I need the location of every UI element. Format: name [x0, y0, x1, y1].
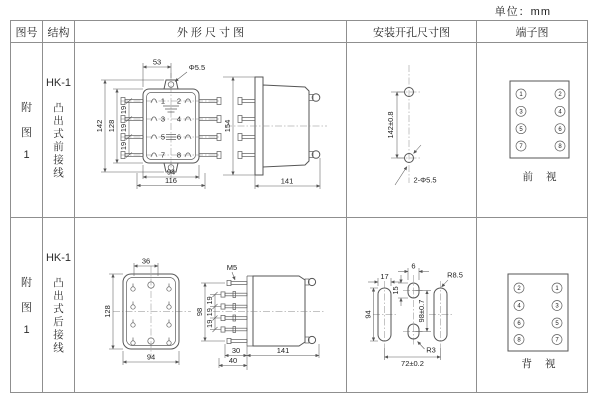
svg-text:4: 4	[176, 114, 182, 124]
mounting-cell-row2	[347, 218, 477, 392]
terminal-diagram-rear	[477, 218, 587, 392]
svg-text:19: 19	[205, 308, 214, 317]
svg-text:19: 19	[119, 105, 128, 115]
svg-text:8: 8	[176, 150, 182, 160]
svg-text:154: 154	[223, 119, 232, 133]
terminal-diagram-front	[477, 43, 587, 217]
svg-text:6: 6	[558, 126, 562, 133]
svg-text:142±0.8: 142±0.8	[386, 111, 395, 139]
svg-text:2: 2	[517, 286, 521, 293]
outline-drawing-front-wiring	[75, 43, 346, 217]
structure-label: 凸 出 式 后 接 线	[53, 277, 64, 354]
terminal-block	[508, 274, 568, 370]
svg-text:7: 7	[555, 337, 559, 344]
svg-text:19: 19	[205, 296, 214, 305]
fig-no-row1: 附 图 1	[11, 43, 43, 218]
svg-text:30: 30	[231, 346, 241, 355]
mounting-drawing-front-wiring	[347, 43, 476, 217]
svg-text:1: 1	[160, 96, 166, 106]
structure-row1	[43, 43, 75, 218]
fig-no-row2: 附 图 1	[11, 218, 43, 392]
svg-text:7: 7	[519, 144, 523, 151]
svg-text:128: 128	[107, 119, 116, 133]
svg-text:Φ5.5: Φ5.5	[188, 63, 206, 72]
relay-rear-view	[103, 257, 191, 366]
svg-text:6: 6	[517, 321, 521, 328]
svg-text:98: 98	[195, 307, 204, 317]
svg-text:19: 19	[205, 319, 214, 328]
svg-text:1: 1	[519, 92, 523, 99]
svg-text:94: 94	[363, 310, 373, 319]
mounting-drawing-rear-wiring	[347, 218, 476, 392]
relay-side-view	[223, 77, 327, 189]
header-terminal: 端子图	[477, 21, 587, 43]
svg-text:40: 40	[228, 356, 238, 365]
svg-text:R3: R3	[426, 345, 436, 355]
svg-text:5: 5	[160, 132, 166, 142]
svg-text:1: 1	[555, 286, 559, 293]
svg-text:72±0.2: 72±0.2	[401, 359, 424, 368]
view-caption: 前 视	[522, 171, 562, 183]
terminal-block	[510, 81, 569, 183]
svg-text:17: 17	[380, 272, 389, 281]
svg-text:36: 36	[141, 256, 151, 266]
svg-text:7: 7	[160, 150, 166, 160]
svg-text:3: 3	[160, 114, 166, 124]
svg-text:19: 19	[119, 123, 128, 133]
svg-text:141: 141	[276, 346, 290, 355]
relay-rear-side-view	[195, 263, 325, 370]
outline-cell-row1	[75, 43, 347, 218]
svg-text:5: 5	[555, 321, 559, 328]
mounting-slots	[364, 262, 463, 369]
outline-cell-row2	[75, 218, 347, 392]
svg-text:19: 19	[119, 141, 128, 151]
svg-text:94: 94	[146, 352, 156, 362]
svg-text:4: 4	[558, 109, 562, 116]
svg-text:6: 6	[411, 261, 416, 271]
header-structure: 结构	[43, 21, 75, 43]
svg-text:94: 94	[166, 167, 176, 177]
svg-text:3: 3	[519, 109, 523, 116]
mounting-holes	[386, 65, 437, 185]
terminal-cell-row1	[477, 43, 587, 218]
svg-text:98±0.7: 98±0.7	[417, 299, 426, 323]
model-label: HK-1	[45, 77, 72, 89]
terminal-cell-row2	[477, 218, 587, 392]
header-mounting: 安装开孔尺寸图	[347, 21, 477, 43]
svg-text:53: 53	[152, 57, 162, 67]
model-label: HK-1	[45, 252, 72, 264]
svg-text:141: 141	[280, 176, 294, 186]
svg-text:116: 116	[165, 176, 177, 185]
svg-text:3: 3	[555, 303, 559, 310]
header-outline: 外 形 尺 寸 图	[75, 21, 347, 43]
svg-text:8: 8	[558, 144, 562, 151]
svg-text:128: 128	[103, 305, 112, 318]
svg-text:8: 8	[517, 337, 521, 344]
svg-text:2: 2	[558, 92, 562, 99]
svg-text:M5: M5	[226, 263, 238, 272]
structure-row2	[43, 218, 75, 392]
header-fig-no: 图号	[11, 21, 43, 43]
svg-text:5: 5	[519, 126, 523, 133]
svg-text:142: 142	[95, 119, 104, 133]
svg-text:2-Φ5.5: 2-Φ5.5	[413, 175, 437, 185]
svg-text:4: 4	[517, 303, 521, 310]
svg-text:6: 6	[176, 132, 182, 142]
svg-text:15: 15	[391, 286, 400, 295]
svg-text:2: 2	[176, 96, 182, 106]
spec-table	[10, 20, 588, 393]
mounting-cell-row1	[347, 43, 477, 218]
outline-drawing-rear-wiring	[75, 218, 346, 392]
structure-label: 凸 出 式 前 接 线	[53, 102, 64, 179]
view-caption: 背 视	[521, 358, 561, 370]
unit-label: 单位：mm	[494, 6, 551, 18]
svg-text:R8.5: R8.5	[447, 270, 463, 280]
front-view-dimensions	[95, 58, 205, 190]
